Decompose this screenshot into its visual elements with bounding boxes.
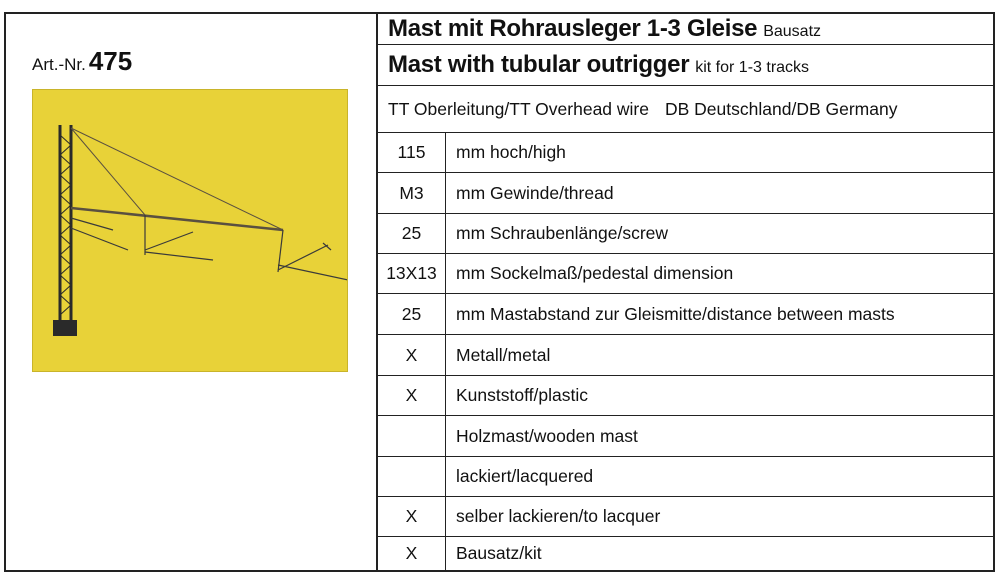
spec-row <box>378 376 995 416</box>
spec-value <box>378 457 446 496</box>
spec-row <box>378 173 995 214</box>
title-german-suffix: Bausatz <box>763 23 822 40</box>
spec-value: X <box>378 335 446 375</box>
title-german: Mast mit Rohrausleger 1-3 Gleise <box>388 15 758 42</box>
spec-value <box>378 416 446 456</box>
scale-label: TT Oberleitung/TT Overhead wire <box>388 98 649 119</box>
spec-description: mm Mastabstand zur Gleismitte/distance between masts <box>456 303 895 324</box>
spec-description: Metall/metal <box>456 344 551 365</box>
product-sheet <box>4 12 995 572</box>
contact-wire-assemblies <box>71 215 348 280</box>
spec-value: 13X13 <box>378 254 446 293</box>
product-photo <box>32 89 348 372</box>
spec-row <box>378 537 995 570</box>
region-label: DB Deutschland/DB Germany <box>665 98 898 119</box>
stay-wire-1 <box>71 128 283 230</box>
spec-description: Bausatz/kit <box>456 543 542 563</box>
mast-base <box>53 320 77 336</box>
spec-description: Holzmast/wooden mast <box>456 425 638 446</box>
article-number <box>32 46 132 77</box>
spec-row <box>378 416 995 457</box>
spec-description: selber lackieren/to lacquer <box>456 506 661 526</box>
spec-description: mm hoch/high <box>456 142 566 162</box>
spec-value: 25 <box>378 294 446 334</box>
spec-row <box>378 133 995 173</box>
mast-illustration <box>33 90 348 372</box>
article-panel <box>6 14 378 570</box>
title-english-suffix: kit for 1-3 tracks <box>695 59 810 76</box>
spec-row <box>378 254 995 294</box>
article-number-value: 475 <box>88 46 133 76</box>
title-row-german <box>378 14 995 45</box>
spec-row <box>378 497 995 537</box>
spec-value: M3 <box>378 173 446 213</box>
spec-description: lackiert/lacquered <box>456 466 594 486</box>
lattice-mast <box>60 125 71 322</box>
spec-table <box>378 14 995 570</box>
spec-value: X <box>378 497 446 536</box>
title-english: Mast with tubular outrigger <box>388 51 690 78</box>
spec-description: mm Schraubenlänge/screw <box>456 223 669 243</box>
spec-value: 115 <box>378 133 446 172</box>
spec-row <box>378 335 995 376</box>
spec-row <box>378 294 995 335</box>
spec-description: mm Sockelmaß/pedestal dimension <box>456 263 734 283</box>
spec-value: X <box>378 537 446 570</box>
spec-row <box>378 214 995 254</box>
scale-region-row <box>378 86 995 133</box>
spec-value: X <box>378 376 446 415</box>
spec-description: Kunststoff/plastic <box>456 385 588 405</box>
stay-wire-2 <box>71 128 145 215</box>
spec-description: mm Gewinde/thread <box>456 182 614 203</box>
spec-value: 25 <box>378 214 446 253</box>
title-row-english <box>378 45 995 86</box>
article-number-label: Art.-Nr. <box>32 55 86 74</box>
spec-row <box>378 457 995 497</box>
